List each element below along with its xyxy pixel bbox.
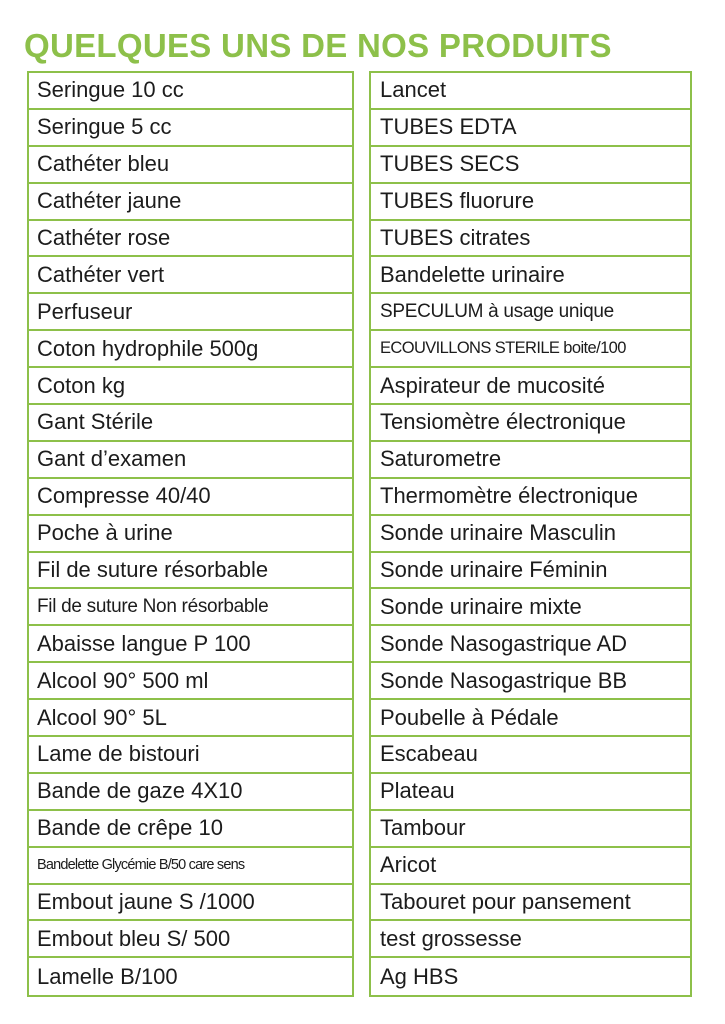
product-item: Gant d’examen: [29, 442, 352, 479]
product-item: Bande de gaze 4X10: [29, 774, 352, 811]
product-item: Tensiomètre électronique: [371, 405, 690, 442]
product-item: Abaisse langue P 100: [29, 626, 352, 663]
product-item: Seringue 10 cc: [29, 73, 352, 110]
product-item: TUBES SECS: [371, 147, 690, 184]
product-item: Tabouret pour pansement: [371, 885, 690, 922]
product-item: Lancet: [371, 73, 690, 110]
product-item: Coton hydrophile 500g: [29, 331, 352, 368]
product-item: Compresse 40/40: [29, 479, 352, 516]
product-item: Sonde Nasogastrique AD: [371, 626, 690, 663]
product-item: TUBES fluorure: [371, 184, 690, 221]
product-item: Ag HBS: [380, 963, 459, 989]
product-item: Tambour: [371, 811, 690, 848]
product-item: Cathéter rose: [29, 221, 352, 258]
product-item: Lame de bistouri: [29, 737, 352, 774]
product-item: Cathéter jaune: [29, 184, 352, 221]
product-item: TUBES citrates: [371, 221, 690, 258]
product-item: Alcool 90° 5L: [29, 700, 352, 737]
product-item: Cathéter bleu: [29, 147, 352, 184]
product-item: TUBES EDTA: [371, 110, 690, 147]
product-item: Aspirateur de mucosité: [371, 368, 690, 405]
products-column-left: [27, 71, 354, 997]
page-title: QUELQUES UNS DE NOS PRODUITS: [24, 27, 612, 64]
product-item: Coton kg: [29, 368, 352, 405]
product-item: Seringue 5 cc: [29, 110, 352, 147]
product-item: Poche à urine: [29, 516, 352, 553]
product-item: Fil de suture Non résorbable: [29, 589, 352, 626]
product-item: Sonde urinaire mixte: [371, 589, 690, 626]
product-item: Bande de crêpe 10: [29, 811, 352, 848]
product-item: Bandelette urinaire: [371, 257, 690, 294]
product-item: Cathéter vert: [29, 257, 352, 294]
product-item: Gant Stérile: [29, 405, 352, 442]
product-item: Bandelette Glycémie B/50 care sens: [29, 848, 352, 885]
product-item: Aricot: [371, 848, 690, 885]
product-item: Thermomètre électronique: [371, 479, 690, 516]
product-item: test grossesse: [371, 921, 690, 958]
product-item: Embout jaune S /1000: [29, 885, 352, 922]
product-item: Plateau: [371, 774, 690, 811]
product-item: ECOUVILLONS STERILE boite/100: [371, 331, 690, 368]
product-item: Lamelle B/100: [37, 963, 178, 989]
product-item: Sonde Nasogastrique BB: [371, 663, 690, 700]
product-item: Perfuseur: [29, 294, 352, 331]
product-item: Poubelle à Pédale: [371, 700, 690, 737]
product-item: Alcool 90° 500 ml: [29, 663, 352, 700]
product-item: Saturometre: [371, 442, 690, 479]
product-item: Fil de suture résorbable: [29, 553, 352, 590]
product-item: Sonde urinaire Masculin: [371, 516, 690, 553]
product-item: Escabeau: [371, 737, 690, 774]
product-item: Sonde urinaire Féminin: [371, 553, 690, 590]
product-item: SPECULUM à usage unique: [371, 294, 690, 331]
product-item: Embout bleu S/ 500: [29, 921, 352, 958]
products-column-right: [369, 71, 692, 997]
